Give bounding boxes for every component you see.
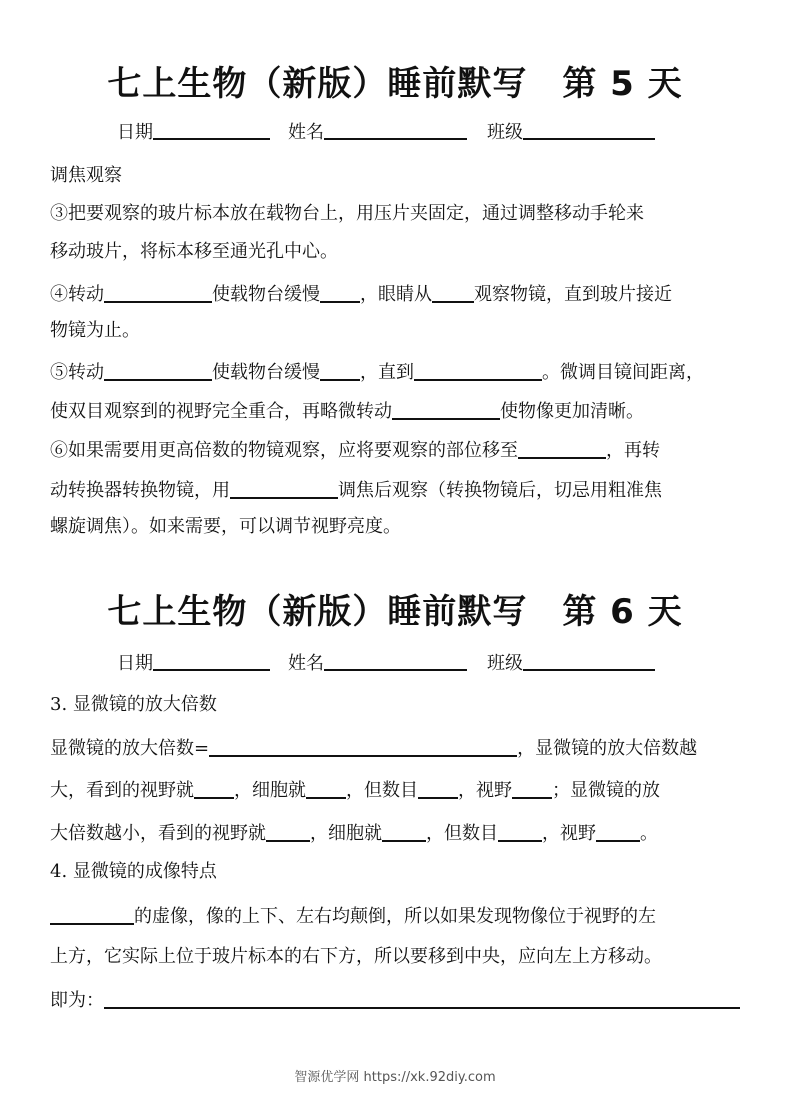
fill-blank[interactable]: [104, 359, 212, 381]
text-seg: 使载物台缓慢: [212, 284, 320, 305]
section2-line-6: 上方，它实际上位于玻片标本的右下方，所以要移到中央，应向左上方移动。: [50, 946, 662, 967]
class-field[interactable]: [523, 120, 655, 140]
text-seg: ，但数目: [426, 823, 498, 844]
fill-blank[interactable]: [320, 359, 360, 381]
text-seg: ，眼睛从: [360, 284, 432, 305]
name-field[interactable]: [324, 120, 467, 140]
text-seg: 观察物镜，直到玻片接近: [474, 284, 672, 305]
section2-heading-4: 4. 显微镜的成像特点: [50, 861, 217, 882]
section1-line-5: [50, 359, 704, 385]
fill-blank[interactable]: [596, 820, 640, 842]
section1-line-8: [50, 477, 662, 503]
section2-line-2: [50, 777, 660, 803]
text-seg: ，视野: [542, 823, 596, 844]
section1-line-1: ③把要观察的玻片标本放在载物台上，用压片夹固定，通过调整移动手轮来: [50, 203, 644, 224]
fill-blank[interactable]: [266, 820, 310, 842]
fill-blank[interactable]: [512, 777, 552, 799]
fill-blank[interactable]: [418, 777, 458, 799]
name-label: 姓名: [288, 122, 324, 143]
fill-blank[interactable]: [50, 903, 134, 925]
fill-blank[interactable]: [194, 777, 234, 799]
text-seg: ，视野: [458, 780, 512, 801]
section2-heading-3: 3. 显微镜的放大倍数: [50, 694, 217, 715]
fill-blank[interactable]: [382, 820, 426, 842]
text-seg: 即为：: [50, 990, 104, 1011]
fill-blank[interactable]: [498, 820, 542, 842]
text-seg: ⑥如果需要用更高倍数的物镜观察，应将要观察的部位移至: [50, 440, 518, 461]
class-field[interactable]: [523, 651, 655, 671]
date-field[interactable]: [153, 651, 270, 671]
text-seg: ；显微镜的放: [552, 780, 660, 801]
section2-line-1: [50, 735, 697, 761]
text-seg: ，显微镜的放大倍数越: [517, 738, 698, 759]
fill-blank[interactable]: [306, 777, 346, 799]
section1-info-row: [117, 120, 655, 145]
footer-source: 智源优学网 https://xk.92diy.com: [294, 1070, 496, 1085]
text-seg: 显微镜的放大倍数=: [50, 738, 210, 759]
fill-blank[interactable]: [104, 987, 740, 1009]
text-seg: ⑤转动: [50, 362, 104, 383]
section1-heading: 调焦观察: [50, 165, 122, 186]
section1-line-2: 移动玻片，将标本移至通光孔中心。: [50, 241, 338, 262]
text-seg: ，直到: [360, 362, 414, 383]
text-seg: 大倍数越小，看到的视野就: [50, 823, 266, 844]
date-label: 日期: [117, 653, 153, 674]
text-seg: 动转换器转换物镜，用: [50, 480, 230, 501]
fill-blank[interactable]: [104, 281, 212, 303]
section1-line-6: [50, 398, 644, 424]
date-field[interactable]: [153, 120, 270, 140]
section1-line-7: [50, 437, 660, 463]
text-seg: ，细胞就: [310, 823, 382, 844]
class-label: 班级: [487, 653, 523, 674]
text-seg: 使双目观察到的视野完全重合，再略微转动: [50, 401, 392, 422]
fill-blank[interactable]: [432, 281, 474, 303]
fill-blank[interactable]: [320, 281, 360, 303]
section1-line-3: [50, 281, 672, 307]
fill-blank[interactable]: [518, 437, 606, 459]
text-seg: 的虚像，像的上下、左右均颠倒，所以如果发现物像位于视野的左: [134, 906, 656, 927]
name-field[interactable]: [324, 651, 467, 671]
text-seg: 。微调目镜间距离，: [542, 362, 704, 383]
text-seg: 。: [640, 823, 658, 844]
date-label: 日期: [117, 122, 153, 143]
section2-title: 七上生物（新版）睡前默写 第 6 天: [107, 592, 683, 632]
section2-line-3: [50, 820, 658, 846]
fill-blank[interactable]: [392, 398, 500, 420]
section1-title: 七上生物（新版）睡前默写 第 5 天: [107, 64, 683, 104]
text-seg: ，但数目: [346, 780, 418, 801]
fill-blank[interactable]: [209, 735, 517, 757]
text-seg: ，细胞就: [234, 780, 306, 801]
text-seg: 调焦后观察（转换物镜后，切忌用粗准焦: [338, 480, 662, 501]
text-seg: ，再转: [606, 440, 660, 461]
section2-info-row: [117, 651, 655, 676]
text-seg: 大，看到的视野就: [50, 780, 194, 801]
fill-blank[interactable]: [414, 359, 542, 381]
class-label: 班级: [487, 122, 523, 143]
text-seg: ④转动: [50, 284, 104, 305]
section2-line-5: [50, 903, 656, 929]
text-seg: 使物像更加清晰。: [500, 401, 644, 422]
section1-line-9: 螺旋调焦）。如来需要，可以调节视野亮度。: [50, 516, 401, 537]
name-label: 姓名: [288, 653, 324, 674]
text-seg: 使载物台缓慢: [212, 362, 320, 383]
section2-line-7: [50, 987, 740, 1013]
fill-blank[interactable]: [230, 477, 338, 499]
section1-line-4: 物镜为止。: [50, 320, 140, 341]
